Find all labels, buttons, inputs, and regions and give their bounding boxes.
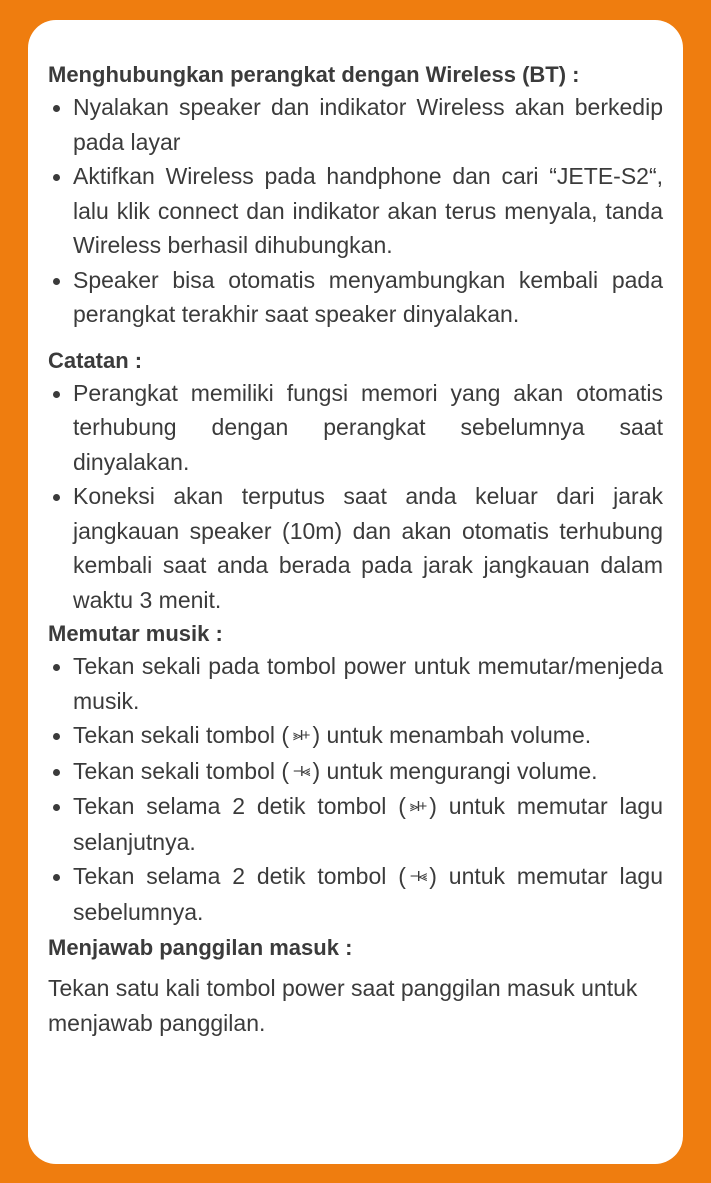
prev-minus-icon: −I⪡ bbox=[293, 762, 309, 780]
list-item: Perangkat memiliki fungsi memori yang akan otomatis terhubung dengan perangkat sebelumnya saat dinyalakan. bbox=[48, 376, 663, 480]
list-item: Speaker bisa otomatis menyambungkan kembali pada perangkat terakhir saat speaker dinyalakan. bbox=[48, 263, 663, 332]
item-text-after: ) untuk memutar lagu selanjutnya. bbox=[73, 793, 663, 855]
item-text-after: ) untuk menambah volume. bbox=[312, 722, 592, 748]
prev-minus-icon: −I⪡ bbox=[409, 868, 426, 885]
next-plus-icon: ⪢I+ bbox=[293, 727, 309, 744]
list-item: Aktifkan Wireless pada handphone dan cari “JETE-S2“, lalu klik connect dan indikator akan terus menyala, tanda Wireless berhasil dihubungkan. bbox=[48, 159, 663, 263]
item-text-after: ) untuk memutar lagu sebelumnya. bbox=[73, 863, 663, 925]
list-item bbox=[48, 859, 663, 929]
item-text-before: Tekan sekali tombol ( bbox=[73, 722, 290, 748]
item-text-after: ) untuk mengurangi volume. bbox=[312, 757, 598, 784]
answer-call-paragraph: Tekan satu kali tombol power saat panggilan masuk untuk menjawab panggilan. bbox=[48, 975, 638, 1036]
list-item bbox=[48, 754, 663, 790]
list-item: Nyalakan speaker dan indikator Wireless akan berkedip pada layar bbox=[48, 90, 663, 159]
wireless-steps-list bbox=[48, 90, 663, 332]
list-item bbox=[48, 718, 663, 754]
notes-list bbox=[48, 376, 663, 618]
list-item: Koneksi akan terputus saat anda keluar dari jarak jangkauan speaker (10m) dan akan otomatis terhubung kembali saat anda berada pada jarak jangkauan dalam waktu 3 menit. bbox=[48, 479, 663, 617]
next-plus-icon: ⪢I+ bbox=[409, 798, 426, 815]
instruction-card bbox=[28, 20, 683, 1164]
item-text-before: Tekan selama 2 detik tombol ( bbox=[73, 863, 406, 889]
item-text-before: Tekan sekali tombol ( bbox=[73, 757, 290, 784]
item-text-before: Tekan selama 2 detik tombol ( bbox=[73, 793, 406, 819]
section-title-notes: Catatan : bbox=[48, 347, 143, 373]
list-item: Tekan sekali pada tombol power untuk memutar/menjeda musik. bbox=[48, 649, 663, 718]
section-title-wireless: Menghubungkan perangkat dengan Wireless (BT) : bbox=[48, 62, 580, 87]
section-title-music: Memutar musik : bbox=[48, 621, 223, 646]
list-item bbox=[48, 789, 663, 859]
section-title-answer-call: Menjawab panggilan masuk : bbox=[48, 935, 353, 960]
music-steps-list bbox=[48, 649, 663, 929]
